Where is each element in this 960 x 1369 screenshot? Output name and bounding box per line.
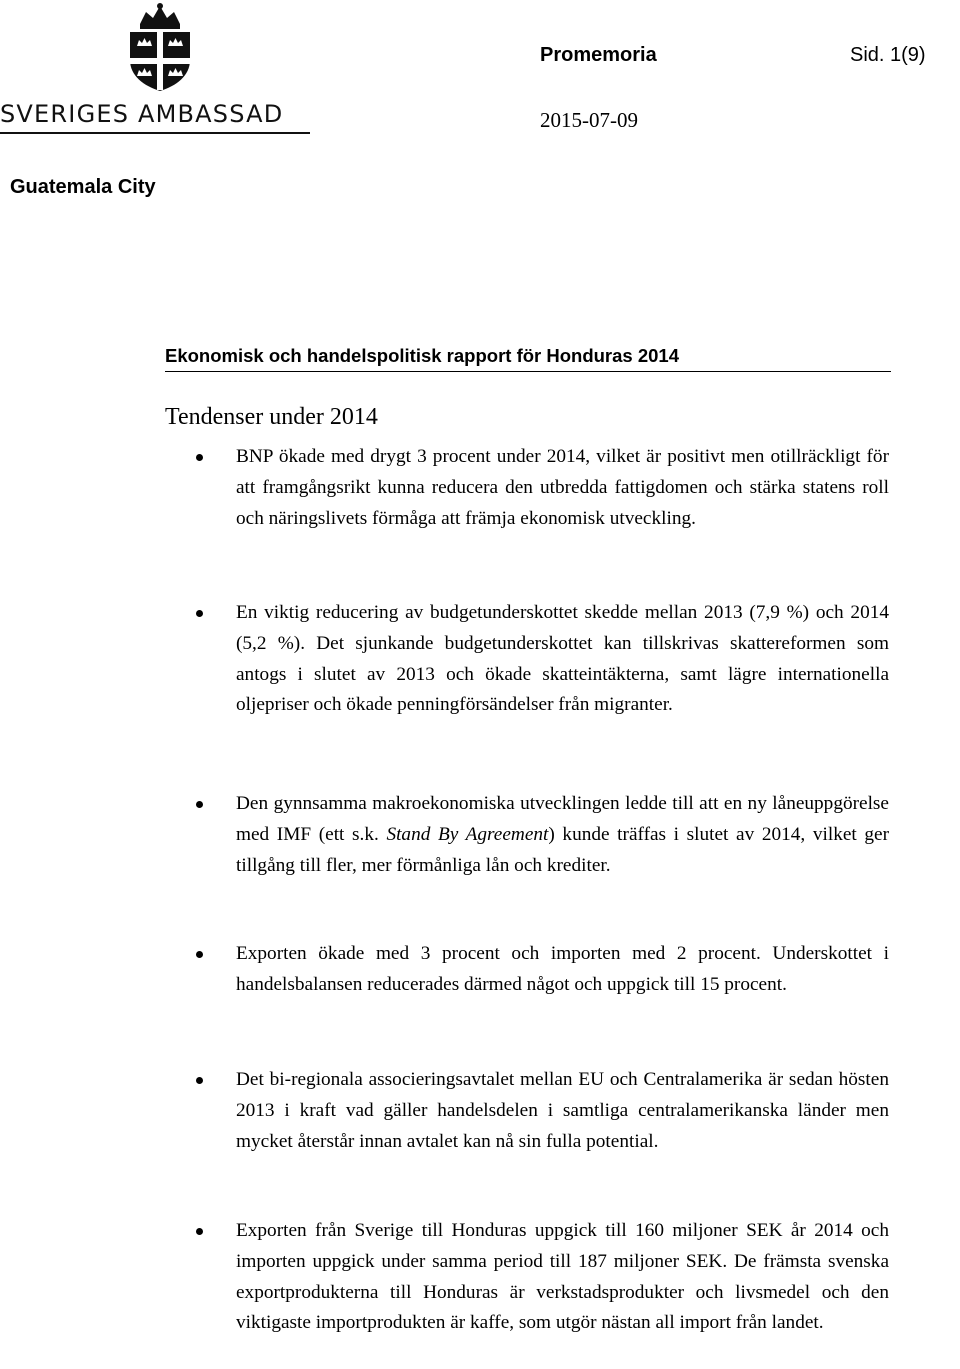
- section-heading: Tendenser under 2014: [165, 404, 378, 430]
- bullet-item: Exporten från Sverige till Honduras uppgick till 160 miljoner SEK år 2014 och importen uppgick under samma period till 187 miljoner SEK. De främsta svenska exportprodukterna till Honduras är verkstadsprodukter och livsmedel och den viktigaste importprodukten är kaffe, som utgör nästan all import från landet.: [236, 1216, 889, 1339]
- bullet-emphasis: Stand By Agreement: [386, 823, 549, 845]
- embassy-logo: [0, 0, 310, 140]
- logo-text: SVERIGES AMBASSAD: [0, 100, 284, 128]
- bullet-text: ) kunde träffas i slutet av 2014, vilket ger tillgång till fler, mer förmånliga lån och krediter.: [236, 823, 889, 876]
- report-title: Ekonomisk och handelspolitisk rapport för Honduras 2014: [165, 345, 891, 372]
- page-number: Sid. 1(9): [850, 44, 926, 66]
- bullet-item: En viktig reducering av budgetunderskottet skedde mellan 2013 (7,9 %) och 2014 (5,2 %). Det sjunkande budgetunderskottet kan tillskrivas skattereformen som antogs i slutet av 2013 och ökade skatteintäkterna, samt lägre internationella oljepriser och ökade penningförsändelser från migranter.: [236, 598, 889, 721]
- bullet-item: [236, 789, 889, 881]
- bullet-text: Den gynnsamma makroekonomiska utvecklingen ledde till att en ny låneuppgörelse med IMF (ett s.k.: [236, 793, 889, 845]
- bullet-item: Exporten ökade med 3 procent och importen med 2 procent. Underskottet i handelsbalansen reducerades därmed något och uppgick till 15 procent.: [236, 939, 889, 1001]
- city-name: Guatemala City: [10, 176, 156, 198]
- swedish-coat-of-arms-icon: [120, 2, 200, 92]
- logo-divider: [0, 132, 310, 134]
- bullet-item: Det bi-regionala associeringsavtalet mellan EU och Centralamerika är sedan hösten 2013 i kraft vad gäller handelsdelen i samtliga centralamerikanska länder men mycket återstår innan avtalet kan nå sin fulla potential.: [236, 1065, 889, 1157]
- document-type: Promemoria: [540, 44, 657, 66]
- bullet-item: BNP ökade med drygt 3 procent under 2014, vilket är positivt men otillräckligt för att framgångsrikt kunna reducera den utbredda fattigdomen och stärka statens roll och näringslivets förmåga att främja ekonomisk utveckling.: [236, 442, 889, 534]
- document-date: 2015-07-09: [540, 108, 638, 132]
